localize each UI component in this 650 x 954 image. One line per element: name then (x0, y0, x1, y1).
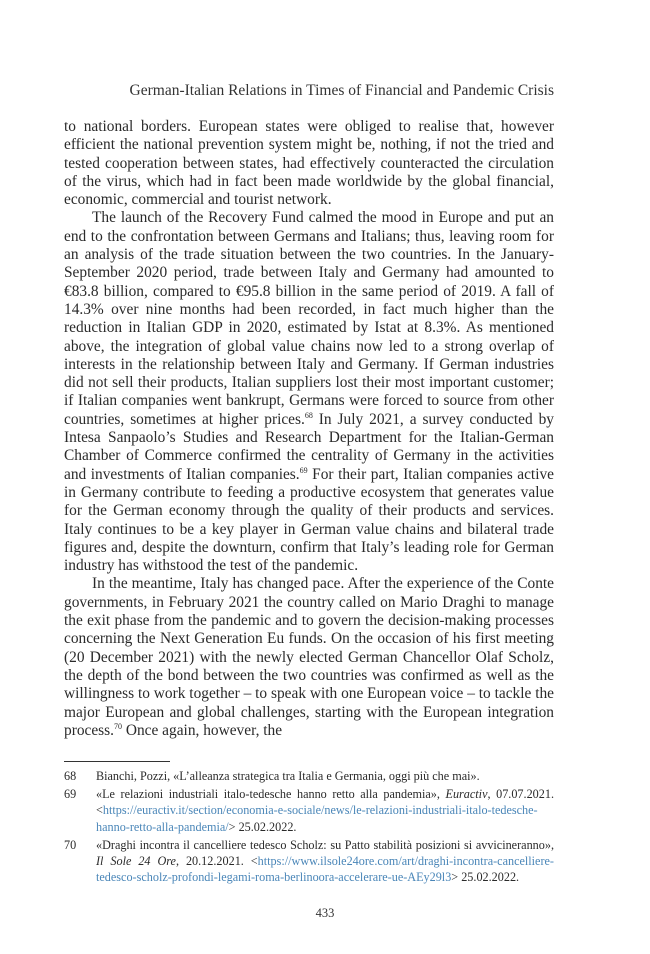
footnote-title: «Le relazioni industriali italo-tedesche hanno retto alla pandemia», (96, 787, 446, 802)
footnote-access-date: > 25.02.2022. (451, 870, 520, 885)
paragraph-2-text-c: For their part, Italian companies active in Germany contribute to feeding a productive ecosystem that generates value for the German economy through the quality of their products and services. Italy continues to be a key player in German value chains and bilateral trade figures and, despite the downturn, confirm that Italy’s leading role for German industry has withstood the test of the pandemic. (64, 465, 555, 575)
paragraph-3-text-a: In the meantime, Italy has changed pace. After the experience of the Conte governments, in February 2021 the country called on Mario Draghi to manage the exit phase from the pandemic and to govern the decision-making processes concerning the Next Generation Eu funds. On the occasion of his first meeting (20 December 2021) with the newly elected German Chancellor Olaf Scholz, the depth of the bond between the two countries was confirmed as well as the willingness to work together – to speak with one European voice – to tackle the major European and global challenges, starting with the European integration process. (64, 575, 554, 739)
footnote-text (96, 786, 554, 835)
note-ref-69[interactable]: 69 (299, 465, 308, 475)
paragraph-2-text-b: In July 2021, a survey conducted by Intesa Sanpaolo’s Studies and Research Department for the Italian-German Chamber of Commerce confirmed the centrality of Germany in the activities and investments of Italian companies. (64, 410, 554, 483)
paragraph-2 (64, 209, 554, 575)
footnote-link[interactable]: https://euractiv.it/section/economia-e-sociale/news/le-relazioni-industriali-italo-tedesche-hanno-retto-alla-pandemia/ (96, 803, 538, 834)
footnote-69 (64, 786, 554, 835)
running-head: German-Italian Relations in Times of Financial and Pandemic Crisis (129, 82, 554, 99)
footnote-text (96, 837, 554, 886)
footnote-source: Il Sole 24 Ore (96, 854, 176, 869)
footnote-link[interactable]: https://www.ilsole24ore.com/art/draghi-incontra-cancelliere-tedesco-scholz-profondi-legami-roma-berlinoora-accelerare-ue-AEy29l3 (96, 854, 554, 885)
footnote-70 (64, 837, 554, 886)
footnote-title: «Draghi incontra il cancelliere tedesco Scholz: su Patto stabilità posizioni si avvicineranno», (96, 837, 554, 852)
paragraph-1: to national borders. European states were obliged to realise that, however efficient the national prevention system might be, nothing, if not the tried and tested cooperation between states, had effectively counteracted the circulation of the virus, which had in fact been made worldwide by the global financial, economic, commercial and tourist network. (64, 118, 554, 209)
footnote-access-date: > 25.02.2022. (228, 819, 297, 834)
footnote-date: , 07.07.2021. < (96, 787, 554, 818)
body-text (64, 118, 554, 740)
footnote-68 (64, 768, 554, 784)
footnotes (64, 768, 554, 887)
note-ref-68[interactable]: 68 (304, 410, 313, 420)
footnote-number: 70 (64, 837, 77, 852)
paragraph-3 (64, 575, 554, 740)
footnote-number: 69 (64, 787, 77, 802)
footnote-date: , 20.12.2021. < (175, 854, 258, 869)
note-ref-70[interactable]: 70 (114, 721, 123, 731)
paragraph-2-text-a: The launch of the Recovery Fund calmed the mood in Europe and put an end to the confrontation between Germans and Italians; thus, leaving room for an analysis of the trade situation between the two countries. In the January-September 2020 period, trade between Italy and Germany had amounted to €83.8 billion, compared to €95.8 billion in the same period of 2019. A fall of 14.3% over nine months had been recorded, in fact much higher than the reduction in Italian GDP in 2020, estimated by Istat at 8.3%. As mentioned above, the integration of global value chains now led to a strong overlap of interests in the relationship between Italy and Germany. If German industries did not sell their products, Italian suppliers lost their most important customer; if Italian companies went bankrupt, Germans were forced to source from other countries, sometimes at higher prices. (64, 209, 554, 428)
footnote-source: Euractiv (445, 787, 488, 802)
footnote-divider (64, 761, 170, 762)
paragraph-3-text-b: Once again, however, the (122, 721, 283, 739)
page-number: 433 (315, 906, 335, 920)
footnote-number: 68 (64, 769, 77, 783)
footnote-text: Bianchi, Pozzi, «L’alleanza strategica tra Italia e Germania, oggi più che mai». (96, 769, 480, 783)
